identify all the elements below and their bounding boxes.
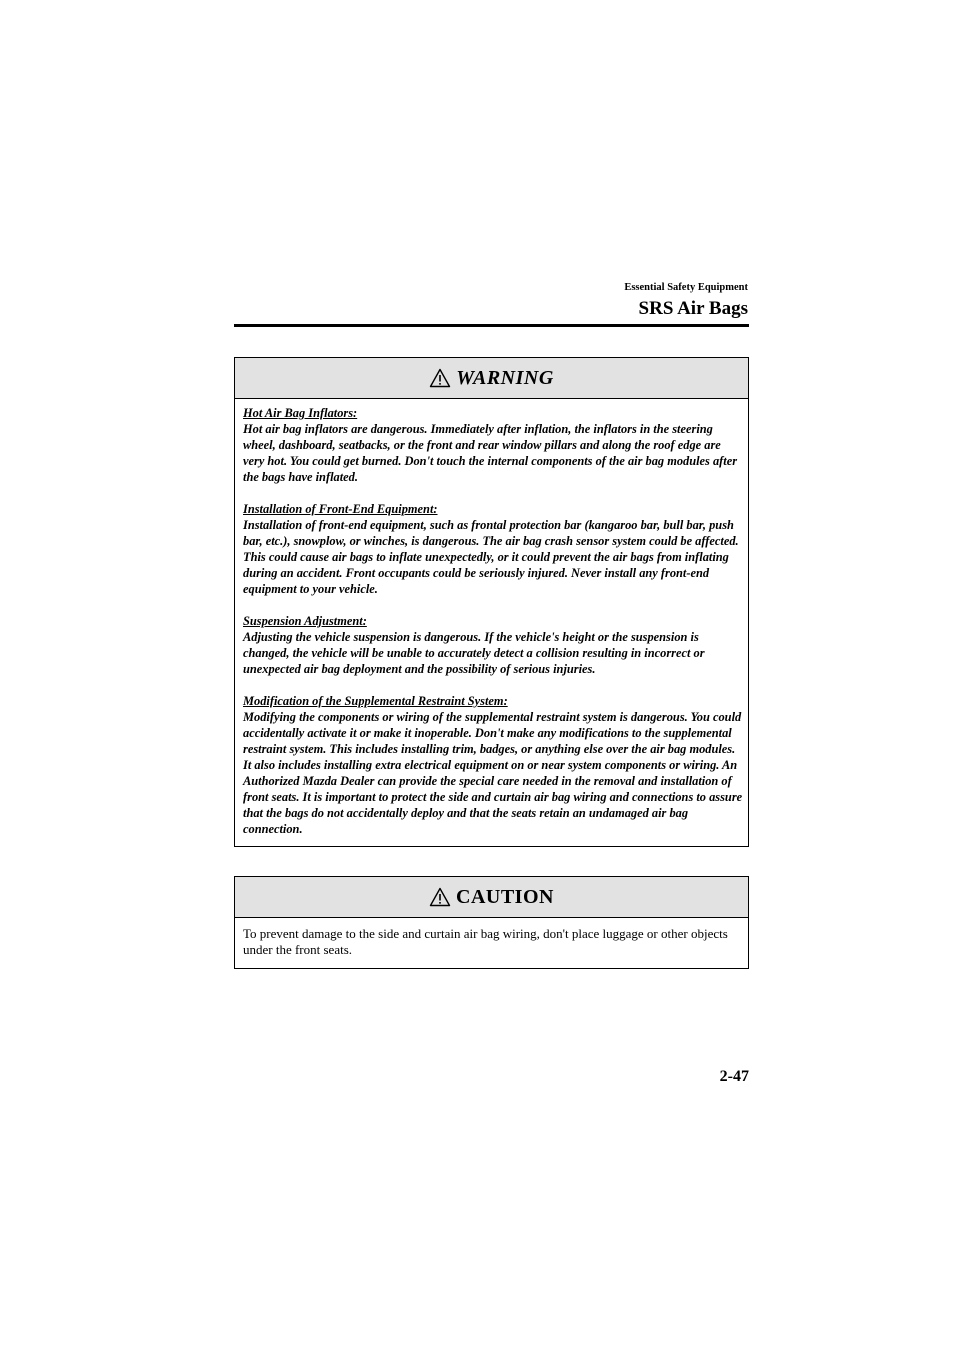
caution-header xyxy=(235,877,748,918)
warning-triangle-icon xyxy=(429,368,451,388)
paragraph-text: Installation of front-end equipment, such as frontal protection bar (kangaroo bar, bull bar, push bar, etc.), snowplow, or winches, is dangerous. The air bag crash sensor system could be affected. This could cause air bags to inflate unexpectedly, or it could prevent the air bags from inflating during an accident. Front occupants could be seriously injured. Never install any front-end equipment to your vehicle. xyxy=(243,518,739,596)
paragraph-heading: Installation of Front-End Equipment: xyxy=(243,502,438,516)
chapter-title: SRS Air Bags xyxy=(638,298,748,319)
paragraph-heading: Suspension Adjustment: xyxy=(243,614,367,628)
warning-paragraph xyxy=(243,405,743,485)
caution-box xyxy=(234,876,749,969)
caution-body: To prevent damage to the side and curtain air bag wiring, don't place luggage or other objects under the front seats. xyxy=(243,926,728,957)
warning-header xyxy=(235,358,748,399)
warning-paragraph xyxy=(243,693,743,837)
warning-title: WARNING xyxy=(456,366,554,389)
warning-box xyxy=(234,357,749,847)
header-rule xyxy=(234,324,749,327)
warning-paragraph xyxy=(243,613,743,677)
paragraph-text: Adjusting the vehicle suspension is dangerous. If the vehicle's height or the suspension is changed, the vehicle will be unable to accurately detect a collision resulting in incorrect or unexpected air bag deployment and the possibility of serious injuries. xyxy=(243,630,705,676)
page-header xyxy=(624,282,748,321)
caution-title: CAUTION xyxy=(456,885,554,908)
page-number: 2-47 xyxy=(719,1068,749,1085)
warning-triangle-icon xyxy=(429,887,451,907)
warning-paragraph xyxy=(243,501,743,597)
paragraph-text: Hot air bag inflators are dangerous. Immediately after inflation, the inflators in the steering wheel, dashboard, seatbacks, or the front and rear window pillars and along the roof edge are very hot. You could get burned. Don't touch the internal components of the air bag modules after the bags have inflated. xyxy=(243,422,738,484)
paragraph-text: Modifying the components or wiring of the supplemental restraint system is dangerous. You could accidentally activate it or make it inoperable. Don't make any modifications to the supplemental restraint system. This includes installing trim, badges, or anything else over the air bag modules. It also includes installing extra electrical equipment on or near system components or wiring. An Authorized Mazda Dealer can provide the special care needed in the removal and installation of front seats. It is important to protect the side and curtain air bag wiring and connections to assure that the bags do not accidentally deploy and that the seats retain an undamaged air bag connection. xyxy=(243,710,743,836)
paragraph-heading: Hot Air Bag Inflators: xyxy=(243,406,358,420)
warning-body xyxy=(235,399,748,846)
paragraph-heading: Modification of the Supplemental Restraint System: xyxy=(243,694,508,708)
section-label: Essential Safety Equipment xyxy=(624,282,748,293)
